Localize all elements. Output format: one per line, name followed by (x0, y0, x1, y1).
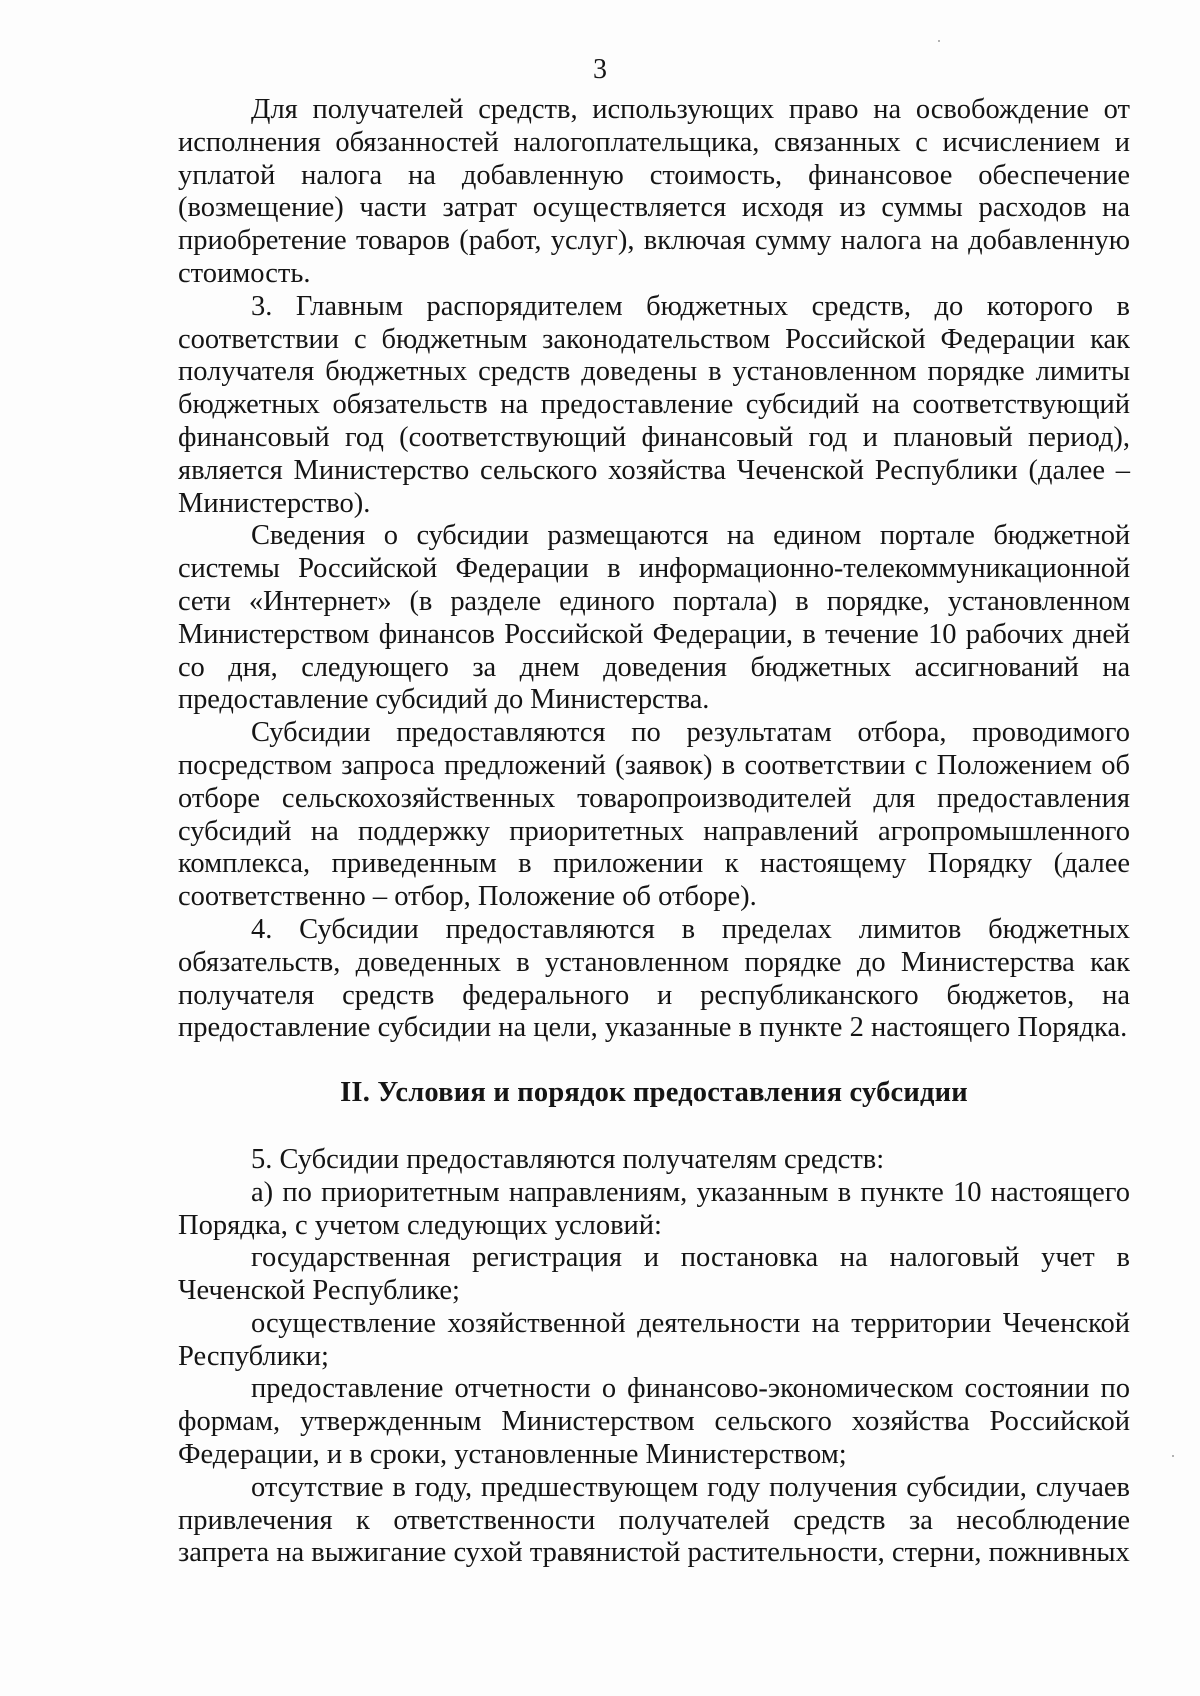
page-number: 3 (593, 54, 607, 85)
section-heading: II. Условия и порядок предоставления субсидии (340, 1077, 968, 1109)
paragraph-clause-4: 4. Субсидии предоставляются в пределах лимитов бюджетных обязательств, доведенных в установленном порядке до Министерства как получателя средств федерального и республиканского бюджетов, на предоставление субсидии на цели, указанные в пункте 2 настоящего Порядка. (178, 913, 1130, 1044)
paragraph-clause-5a: а) по приоритетным направлениям, указанным в пункте 10 настоящего Порядка, с учетом следующих условий: (178, 1176, 1130, 1241)
document-body (178, 94, 1130, 1570)
paragraph-clause-3: 3. Главным распорядителем бюджетных средств, до которого в соответствии с бюджетным законодательством Российской Федерации как получателя бюджетных средств доведены в установленном порядке лимиты бюджетных обязательств на предоставление субсидий на соответствующий финансовый год (соответствующий финансовый год и плановый период), является Министерство сельского хозяйства Чеченской Республики (далее – Министерство). (178, 290, 1130, 519)
paragraph-subsidy-info: Сведения о субсидии размещаются на едином портале бюджетной системы Российской Федерации в информационно-телекоммуникационной сети «Интернет» (в разделе единого портала) в порядке, установленном Министерством финансов Российской Федерации, в течение 10 рабочих дней со дня, следующего за днем доведения бюджетных ассигнований на предоставление субсидий до Министерства. (178, 520, 1130, 716)
paragraph-vat-exemption: Для получателей средств, использующих право на освобождение от исполнения обязанностей налогоплательщика, связанных с исчислением и уплатой налога на добавленную стоимость, финансовое обеспечение (возмещение) части затрат осуществляется исходя из суммы расходов на приобретение товаров (работ, услуг), включая сумму налога на добавленную стоимость. (178, 94, 1130, 289)
scan-speck (1172, 1455, 1174, 1457)
paragraph-clause-5: 5. Субсидии предоставляются получателям средств: (251, 1143, 885, 1175)
paragraph-condition-reporting: предоставление отчетности о финансово-экономическом состоянии по формам, утвержденным Министерством сельского хозяйства Российской Федерации, и в сроки, установленные Министерством; (178, 1373, 1130, 1471)
paragraph-condition-registration: государственная регистрация и постановка на налоговый учет в Чеченской Республике; (178, 1242, 1130, 1307)
paragraph-condition-activity: осуществление хозяйственной деятельности на территории Чеченской Республики; (178, 1307, 1130, 1372)
scan-speck (938, 40, 940, 42)
paragraph-selection: Субсидии предоставляются по результатам отбора, проводимого посредством запроса предложений (заявок) в соответствии с Положением об отборе сельскохозяйственных товаропроизводителей для предоставления субсидий на поддержку приоритетных направлений агропромышленного комплекса, приведенным в приложении к настоящему Порядку (далее соответственно – отбор, Положение об отборе). (178, 717, 1130, 913)
paragraph-condition-no-burning: отсутствие в году, предшествующем году получения субсидии, случаев привлечения к ответственности получателей средств за несоблюдение запрета на выжигание сухой травянистой растительности, стерни, пожнивных (178, 1471, 1130, 1569)
